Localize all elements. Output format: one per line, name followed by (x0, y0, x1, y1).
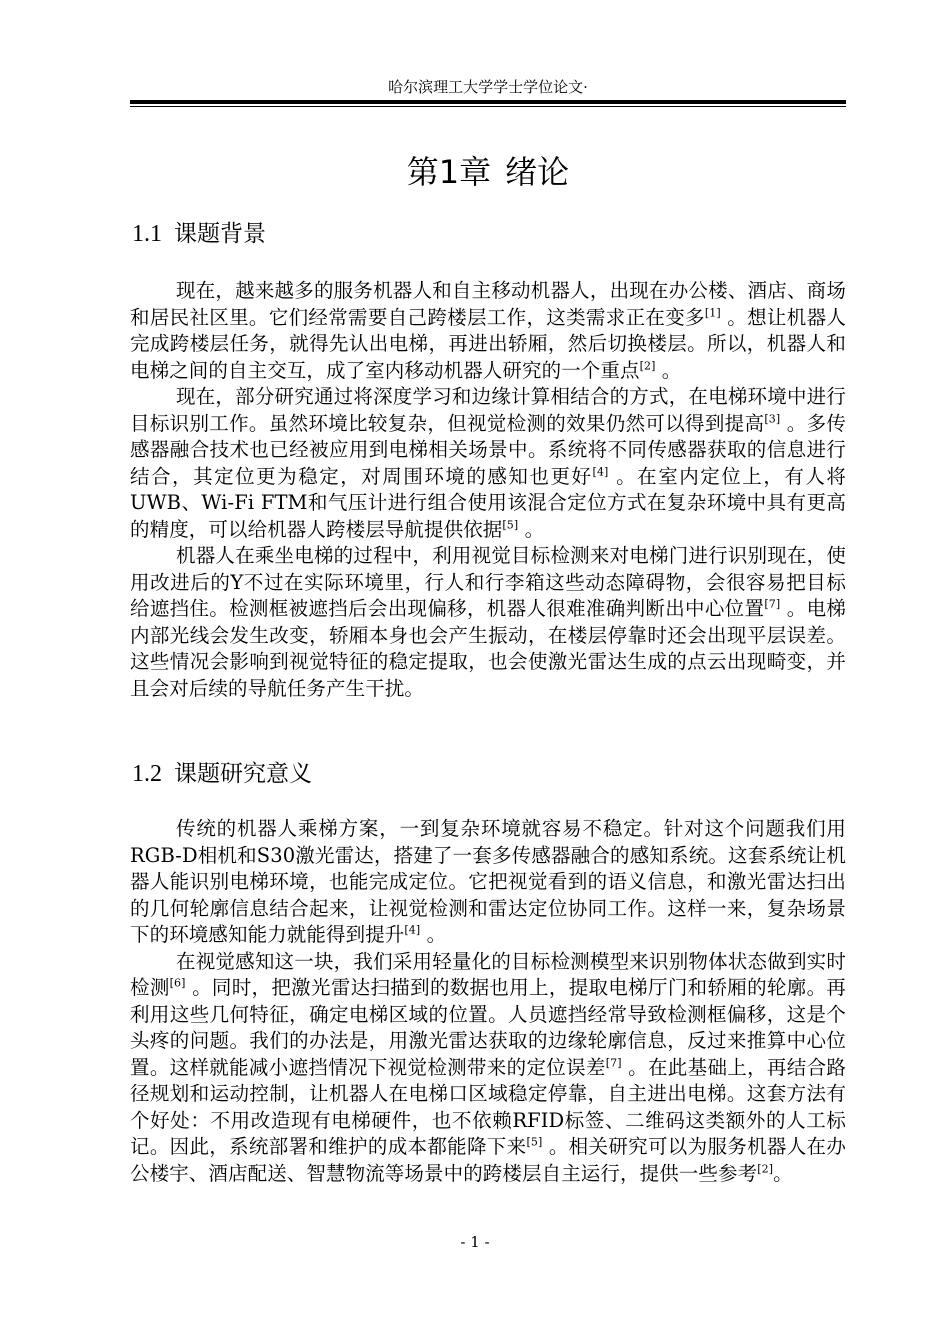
citation: [4] (404, 923, 421, 937)
citation: [1] (704, 306, 721, 319)
citation: [6] (169, 976, 186, 990)
section-number: 1.2 (132, 761, 162, 787)
section-1-1-body (130, 278, 846, 702)
citation: [3] (764, 412, 781, 425)
running-header: 哈尔滨理工大学学士学位论文· (388, 78, 588, 96)
chapter-name: 绪论 (505, 153, 570, 191)
paragraph: 现在，部分研究通过将深度学习和边缘计算相结合的方式，在电梯环境中进行目标识别工作。虽然环境比较复杂，但视觉检测的效果仍然可以得到提高[3] 。多传感器融合技术也已经被应用到电梯相关场景中。系统将不同传感器获取的信息进行结合，其定位更为稳定，对周围环境的感知也更好[4] 。在室内定位上，有人将UWB、Wi-Fi FTM和气压计进行组合使用该混合定位方式在复杂环境中具有更高的精度，可以给机器人跨楼层导航提供依据[5] 。 (130, 385, 847, 541)
page-number: - 1 - (460, 1233, 490, 1251)
section-heading-1-1 (132, 218, 266, 250)
citation: [7] (605, 1056, 622, 1069)
paragraph: 传统的机器人乘梯方案，一到复杂环境就容易不稳定。针对这个问题我们用RGB-D相机和S30激光雷达，搭建了一套多传感器融合的感知系统。这套系统让机器人能识别电梯环境，也能完成定位。它把视觉看到的语义信息，和激光雷达扫出的几何轮廓信息结合起来，让视觉检测和雷达定位协同工作。这样一来，复杂场景下的环境感知能力就能得到提升[4] 。 (130, 817, 846, 946)
paragraph: 在视觉感知这一块，我们采用轻量化的目标检测模型来识别物体状态做到实时检测[6] 。同时，把激光雷达扫描到的数据也用上，提取电梯厅门和轿厢的轮廓。再利用这些几何特征，确定电梯区域的位置。人员遮挡经常导致检测框偏移，这是个头疼的问题。我们的办法是，用激光雷达获取的边缘轮廓信息，反过来推算中心位置。这样就能减小遮挡情况下视觉检测带来的定位误差[7] 。在此基础上，再结合路径规划和运动控制，让机器人在电梯口区域稳定停靠，自主进出电梯。这套方法有个好处：不用改造现有电梯硬件，也不依赖RFID标签、二维码这类额外的人工标记。因此，系统部署和维护的成本都能降下来[5] 。相关研究可以为服务机器人在办公楼宇、酒店配送、智慧物流等场景中的跨楼层自主运行，提供一些参考[2]。 (130, 949, 846, 1185)
header-rule-thin (130, 106, 846, 107)
paragraph: 现在，越来越多的服务机器人和自主移动机器人，出现在办公楼、酒店、商场和居民社区里。它们经常需要自己跨楼层工作，这类需求正在变多[1] 。想让机器人完成跨楼层任务，就得先认出电梯，再进出轿厢，然后切换楼层。所以，机器人和电梯之间的自主交互，成了室内移动机器人研究的一个重点[2] 。 (130, 279, 847, 382)
citation: [2] (639, 359, 656, 372)
citation: [4] (592, 465, 609, 478)
citation: [2] (757, 1162, 774, 1175)
paragraph: 机器人在乘坐电梯的过程中，利用视觉目标检测来对电梯门进行识别现在，使用改进后的Y不过在实际环境里，行人和行李箱这些动态障碍物，会很容易把目标给遮挡住。检测框被遮挡后会出现偏移，机器人很难准确判断出中心位置[7] 。电梯内部光线会发生改变，轿厢本身也会产生振动，在楼层停靠时还会出现平层误差。这些情况会影响到视觉特征的稳定提取，也会使激光雷达生成的点云出现畸变，并且会对后续的导航任务产生干扰。 (130, 544, 847, 700)
chapter-title (130, 150, 846, 194)
citation: [5] (502, 518, 519, 531)
citation: [7] (764, 597, 781, 611)
section-1-2-body (130, 816, 846, 1187)
section-heading-1-2 (132, 758, 312, 790)
section-title: 课题研究意义 (174, 761, 312, 787)
chapter-number: 第1章 (406, 153, 492, 191)
citation: [5] (526, 1135, 543, 1149)
header-rule (130, 100, 846, 104)
section-title: 课题背景 (174, 221, 266, 247)
section-number: 1.1 (132, 221, 162, 247)
